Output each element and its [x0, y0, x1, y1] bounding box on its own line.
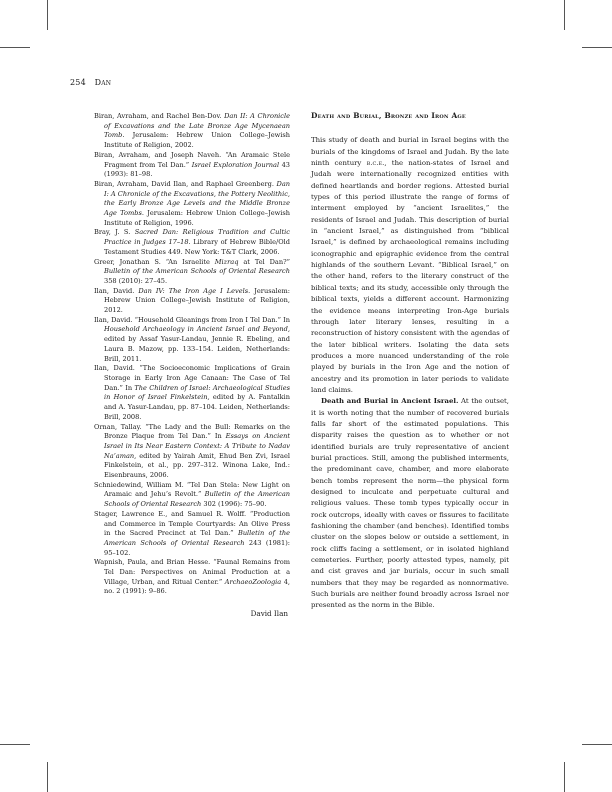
reference-entry — [94, 510, 290, 559]
text-run: At the outset, it is worth noting that the number of recovered burials falls far short of the estimated populations. This disparity raises the question as to whether or not identified burials are truly representative of ancient burial practices. Still, among the published interments, the predominant cave, chamber, and more elaborate bench tombs represent the norm—the physical form designed to inculcate and perpetuate cultural and religious values. These tomb types typically occur in rock outcrops, ideally with caves or fissures to facilitate fashioning the chamber (and benches). Identified tombs cluster on the slopes below or outside a settlement, in rock cliffs facing a settlement, or in isolated highland cemeteries. Further, poorly attested types, namely, pit and cist graves and jar burials, occur in such small numbers that they may be regarded as nonnormative. Such burials are neither found broadly across Israel nor presented as the norm in the Bible. — [311, 397, 509, 610]
reference-title: Essays on Ancient Israel in Its Near Eastern Context: A Tribute to Nadav Na’aman, — [104, 432, 290, 460]
text-run: This study of death and burial in Israel begins with the burials of the kingdoms of Israel and Judah. By the late ninth century — [311, 136, 509, 168]
reference-text: Ilan, David. “Household Gleanings from Iron I Tel Dan.” In — [94, 315, 290, 324]
paragraph-intro — [311, 135, 509, 396]
crop-mark — [47, 762, 48, 792]
reference-title: Mizraq — [214, 257, 239, 266]
reference-entry — [94, 180, 290, 229]
page-number: 254 — [70, 78, 86, 87]
reference-text: Library of Hebrew Bible/Old Testament Studies 449. New York: T&T Clark, 2006. — [104, 238, 290, 256]
reference-title: Bulletin of the American Schools of Oriental Research — [104, 529, 290, 547]
reference-text: Ilan, David. “The Socioeconomic Implications of Grain Storage in Early Iron Age Canaan: The Case of Tel Dan.” In — [94, 364, 290, 392]
reference-text: 302 (1996): 75–90. — [201, 500, 267, 509]
reference-title: The Children of Israel: Archaeological Studies in Honor of Israel Finkelstein, — [104, 383, 290, 402]
author-signature: David Ilan — [250, 609, 288, 619]
reference-entry — [94, 364, 290, 422]
crop-mark — [0, 47, 30, 48]
reference-title: Israel Exploration Journal — [191, 160, 280, 169]
reference-entry — [94, 316, 290, 365]
section-title: Death and Burial, Bronze and Iron Age — [311, 111, 466, 120]
reference-title: Bulletin of the American Schools of Oriental Research — [104, 490, 290, 509]
reference-text: Jerusalem: Hebrew Union College–Jewish Institute of Religion, 1996. — [104, 209, 290, 227]
reference-title: Sacred Dan: Religious Tradition and Cultic Practice in Judges 17–18. — [104, 228, 290, 247]
reference-text: Ornan, Tallay. “The Lady and the Bull: Remarks on the Bronze Plaque from Tel Dan.” In — [94, 422, 290, 441]
reference-entry — [94, 112, 290, 151]
reference-text: at Tel Dan?” — [238, 257, 290, 266]
paragraph-burial — [311, 396, 509, 612]
reference-entry — [94, 287, 290, 316]
crop-mark — [564, 0, 565, 30]
text-run: , the nation-states of Israel and Judah were internationally recognized entities with defined heartlands and border regions. Attested burial types of this period illustrate the range of forms of interment employed by “ancient Israelites,” the residents of Israel and Judah. This description of burial in “ancient Israel,” as distinguished from “biblical Israel,” is defined by archaeological remains including iconographic and epigraphic evidence from the central highlands of the southern Levant. “Biblical Israel,” on the other hand, refers to the literary construct of the biblical texts; and its study, accessible only through the biblical texts, yields a different account. Harmonizing the evidence means interpreting Iron-Age burials through later literary lenses, resulting in a reconstruction of history consistent with the agendas of the later biblical writers. Isolating the data sets produces a more nuanced understanding of the role played by burials in the Iron Age and the notion of ancestry and its promotion in later periods to validate land claims. — [311, 159, 509, 394]
crop-mark — [47, 0, 48, 30]
reference-entry — [94, 258, 290, 287]
reference-title: ArchaeoZoologia — [224, 577, 282, 586]
reference-list — [94, 112, 290, 597]
reference-entry — [94, 481, 290, 510]
reference-text: Schniedewind, William M. “Tel Dan Stela: New Light on Aramaic and Jehu’s Revolt.” — [94, 480, 290, 499]
reference-text: Bray, J. S. — [94, 228, 135, 237]
reference-text: Stager, Lawrence E., and Samuel R. Wolff. “Production and Commerce in Temple Courtyards: An Olive Press in the Sacred Precinct at Tel Dan.” — [94, 509, 290, 538]
running-head — [70, 78, 111, 87]
reference-text: 4, no. 2 (1991): 9–86. — [104, 577, 290, 596]
article-column — [311, 110, 509, 612]
reference-text: 43 (1993): 81–98. — [104, 160, 290, 179]
crop-mark — [582, 744, 612, 745]
reference-entry — [94, 423, 290, 481]
reference-text: edited by Assaf Yasur-Landau, Jennie R. Ebeling, and Laura B. Mazow, pp. 133–154. Leiden, Netherlands: Brill, 2011. — [104, 335, 290, 363]
reference-title: Dan II: A Chronicle of Excavations and the Late Bronze Age Mycenaean Tomb. — [104, 112, 290, 140]
reference-text: Biran, Avraham, and Joseph Naveh. “An Aramaic Stele Fragment from Tel Dan.” — [94, 150, 290, 169]
reference-title: Dan I: A Chronicle of the Excavations, the Pottery Neolithic, the Early Bronze Age Levels and the Middle Bronze Age Tombs. — [104, 179, 290, 218]
running-title: Dan — [94, 78, 112, 87]
reference-entry — [94, 558, 290, 597]
reference-title: Bulletin of the American Schools of Oriental Research — [104, 267, 290, 276]
reference-text: 243 (1981): 95–102. — [104, 538, 290, 557]
reference-text: Ilan, David. — [94, 286, 139, 295]
reference-text: edited by Yairah Amit, Ehud Ben Zvi, Israel Finkelstein, et al., pp. 297–312. Winona Lake, Ind.: Eisenbrauns, 2006. — [104, 451, 290, 480]
bibliography-column — [94, 112, 290, 619]
crop-mark — [582, 47, 612, 48]
reference-title: Dan IV: The Iron Age I Levels. — [138, 286, 251, 295]
reference-text: Wapnish, Paula, and Brian Hesse. “Faunal Remains from Tel Dan: Perspectives on Animal Production at a Village, Urban, and Ritual Center.” — [94, 558, 290, 586]
reference-text: Biran, Avraham, David Ilan, and Raphael Greenberg. — [94, 179, 277, 188]
reference-text: edited by A. Fantalkin and A. Yasur-Landau, pp. 87–104. Leiden, Netherlands: Brill, 2008. — [104, 393, 290, 421]
reference-title: Household Archaeology in Ancient Israel and Beyond, — [104, 325, 290, 334]
subsection-heading: Death and Burial in Ancient Israel. — [321, 397, 459, 406]
reference-text: Greer, Jonathan S. “An Israelite — [94, 257, 215, 266]
crop-mark — [0, 744, 30, 745]
reference-entry — [94, 228, 290, 257]
reference-entry — [94, 151, 290, 180]
reference-text: Jerusalem: Hebrew Union College–Jewish Institute of Religion, 2002. — [104, 131, 290, 150]
era-abbrev: b.c.e. — [366, 159, 385, 168]
crop-mark — [564, 762, 565, 792]
reference-text: Biran, Avraham, and Rachel Ben-Dov. — [94, 112, 225, 120]
reference-text: 358 (2010): 27–45. — [104, 276, 168, 285]
reference-text: Jerusalem: Hebrew Union College–Jewish Institute of Religion, 2012. — [104, 286, 290, 315]
